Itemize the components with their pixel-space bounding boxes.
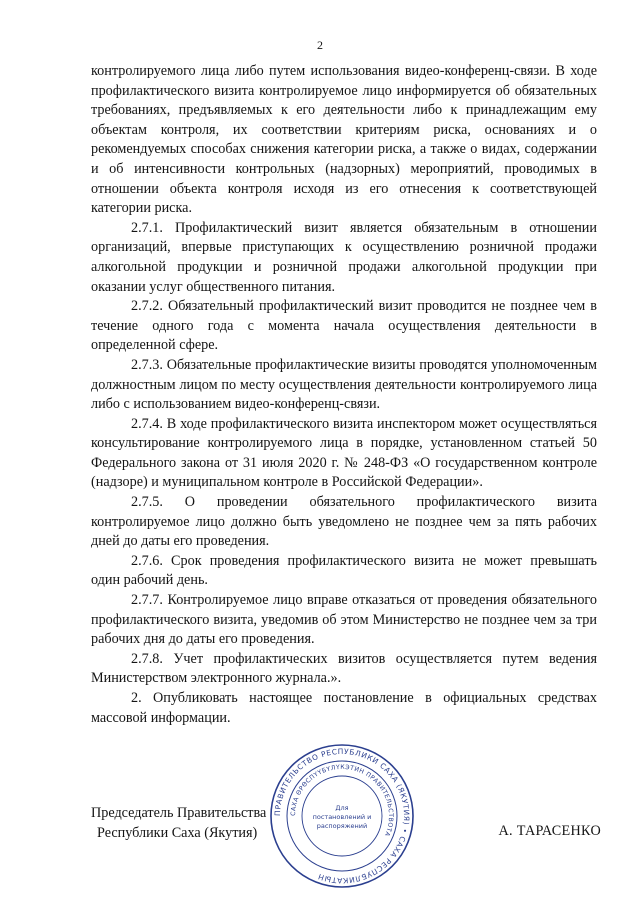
paragraph-2-7-2: 2.7.2. Обязательный профилактический визит проводится не позднее чем в течение одного года с момента начала осуществления деятельности в определенной сфере. [91, 298, 597, 354]
document-body [91, 62, 597, 728]
seal-inner-text: САХА ӨРӨСПҮҮБҮЛҮКЭТИН ПРАВИТЕЛЬСТВОТА [289, 763, 395, 838]
paragraph-2-7-5: 2.7.5. О проведении обязательного профилактического визита контролируемое лицо должно быть уведомлено не позднее чем за пять рабочих дней до даты его проведения. [91, 494, 597, 550]
paragraph-2-7-3: 2.7.3. Обязательные профилактические визиты проводятся уполномоченным должностным лицом по месту осуществления деятельности контролируемого лица либо с использованием видео-конференц-связи. [91, 356, 597, 413]
signatory-position-line1: Председатель Правительства [91, 805, 267, 821]
seal-center-line3: распоряжений [316, 822, 368, 830]
seal-center-line2: постановлений и [312, 813, 372, 821]
page-number: 2 [317, 38, 323, 52]
signatory-position [91, 804, 266, 843]
signatory-position-line2: Республики Саха (Якутия) [97, 824, 258, 841]
signatory-name: А. ТАРАСЕНКО [498, 823, 601, 839]
seal-outer-text: ПРАВИТЕЛЬСТВО РЕСПУБЛИКИ САХА (ЯКУТИЯ) • САХА РЕСПУБЛИКАТЫН [272, 746, 412, 886]
paragraph-2-7-6: 2.7.6. Срок проведения профилактического визита не может превышать один рабочий день. [91, 552, 597, 589]
seal-center-line1: Для [335, 804, 349, 812]
paragraph-2-7-1: 2.7.1. Профилактический визит является обязательным в отношении организаций, впервые приступающих к осуществлению розничной продажи алкогольной продукции и розничной продажи алкогольной продукции при оказании услуг общественного питания. [91, 219, 597, 295]
paragraph-intro: контролируемого лица либо путем использования видео-конференц-связи. В ходе профилактического визита контролируемое лицо информируется об обязательных требованиях, предъявляемых к его деятельности либо к принадлежащим ему объектам контроля, их соответствии критериям риска, основаниях и о рекомендуемых способах снижения категории риска, а также о видах, содержании и об интенсивности контрольных (надзорных) мероприятий, проводимых в отношении объекта контроля исходя из его отнесения к соответствующей категории риска. [91, 63, 597, 217]
paragraph-2-7-7: 2.7.7. Контролируемое лицо вправе отказаться от проведения обязательного профилактического визита, уведомив об этом Министерство не позднее чем за три рабочих дня до даты его проведения. [91, 592, 597, 648]
paragraph-publication: 2. Опубликовать настоящее постановление в официальных средствах массовой информации. [91, 690, 597, 726]
paragraph-2-7-8: 2.7.8. Учет профилактических визитов осуществляется путем ведения Министерством электронного журнала.». [91, 650, 597, 687]
paragraph-2-7-4: 2.7.4. В ходе профилактического визита инспектором может осуществляться консультирование контролируемого лица в порядке, установленном статьей 50 Федерального закона от 31 июля 2020 г. № 248-ФЗ «О государственном контроле (надзоре) и муниципальном контроле в Российской Федерации». [91, 415, 597, 491]
signature-block [91, 804, 601, 864]
